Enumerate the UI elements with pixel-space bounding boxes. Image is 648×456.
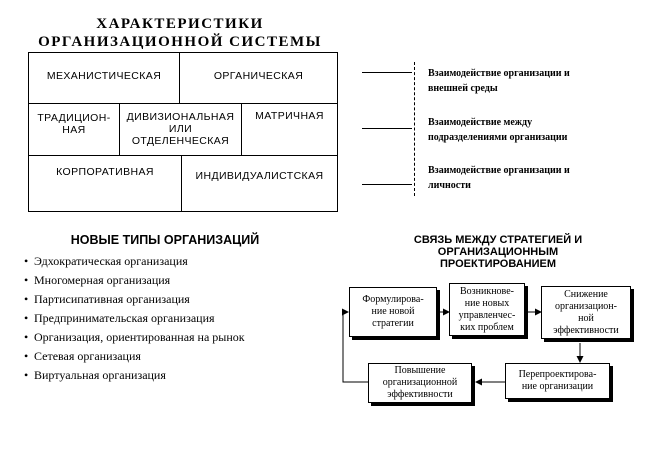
- interaction-personality: Взаимодействие организации и личности: [428, 165, 570, 191]
- list-item: • Предпринимательская организация: [24, 311, 215, 325]
- box-decrease: Снижение организацион- ной эффективности: [541, 286, 631, 339]
- list-item: • Сетевая организация: [24, 349, 141, 363]
- box-emergence: Возникнове- ние новых управленчес- ких проблем: [449, 283, 525, 336]
- list-item: • Организация, ориентированная на рынок: [24, 330, 245, 344]
- new-types-title: НОВЫЕ ТИПЫ ОРГАНИЗАЦИЙ: [70, 233, 260, 247]
- interaction-departments: Взаимодействие между подразделениями организации: [428, 117, 568, 143]
- cell-individualist: ИНДИВИДУАЛИСТСКАЯ: [195, 170, 324, 182]
- cell-matrix: МАТРИЧНАЯ: [255, 110, 324, 122]
- cell-traditional: ТРАДИЦИОН- НАЯ: [37, 112, 111, 136]
- list-item: • Эдхократическая организация: [24, 254, 188, 268]
- strategy-relation-title: СВЯЗЬ МЕЖДУ СТРАТЕГИЕЙ И ОРГАНИЗАЦИОННЫМ ПРОЕКТИРОВАНИЕМ: [413, 234, 583, 270]
- interaction-external: Взаимодействие организации и внешней среды: [428, 68, 570, 94]
- cell-mechanistic: МЕХАНИСТИЧЕСКАЯ: [46, 70, 162, 82]
- list-item: • Многомерная организация: [24, 273, 171, 287]
- box-redesign: Перепроектирова- ние организации: [505, 363, 610, 399]
- cell-organic: ОРГАНИЧЕСКАЯ: [213, 70, 304, 82]
- characteristics-title-line1: ХАРАКТЕРИСТИКИ: [96, 16, 264, 32]
- box-increase: Повышение организационной эффективности: [368, 363, 472, 403]
- list-item: • Виртуальная организация: [24, 368, 166, 382]
- cell-divisional: ДИВИЗИОНАЛЬНАЯ ИЛИ ОТДЕЛЕНЧЕСКАЯ: [126, 111, 235, 147]
- box-formulation: Формулирова- ние новой стратегии: [349, 287, 437, 337]
- list-item: • Партисипативная организация: [24, 292, 190, 306]
- characteristics-title-line2: ОРГАНИЗАЦИОННОЙ СИСТЕМЫ: [38, 34, 322, 50]
- cell-corporate: КОРПОРАТИВНАЯ: [56, 166, 154, 178]
